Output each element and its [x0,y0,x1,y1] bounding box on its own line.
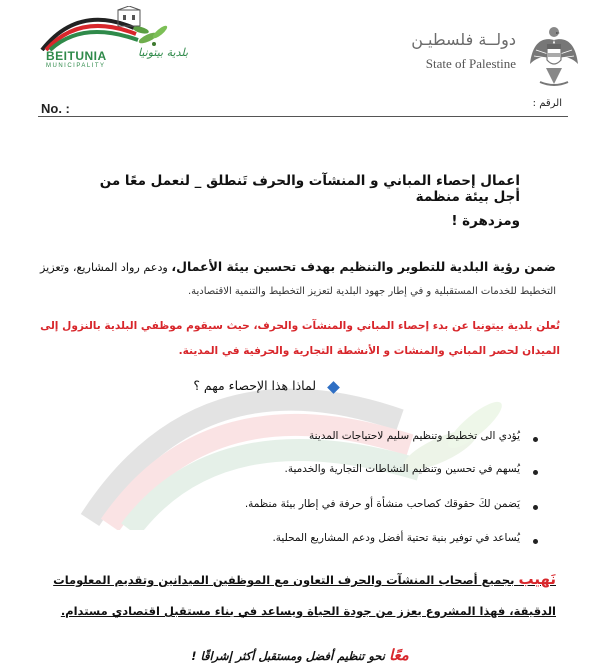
list-item-text: يُساعد في توفير بنية تحتية أفضل ودعم المشاريع المحلية. [272,532,520,544]
appeal-line-1-rest: بجميع أصحاب المنشآت والحرف التعاون مع الموظفين الميدانين وتقديم المعلومات [53,573,519,587]
municipality-sub: MUNICIPALITY [46,63,106,69]
vision-paragraph-line-2: التخطيط للخدمات المستقبلية و في إطار جهود البلدية لتعزيز التخطيط والتنمية الاقتصادية. [187,286,556,297]
state-of-palestine-block [342,20,582,90]
reference-number-label-en: No. : [41,101,70,116]
appeal-line-2: الدقيقة، فهذا المشروع يعزز من جودة الحياة ويساعد في بناء مستقبل اقتصادي مستدام. [60,604,556,618]
vision-bold-part: ضمن رؤية البلدية للتطوير والتنظيم بهدف تحسين بيئة الأعمال، [171,259,556,274]
list-item [40,532,560,550]
list-item-text: يُسهم في تحسين وتنظيم النشاطات التجارية والخدمية. [284,463,520,475]
closing-rest: نحو تنظيم أفضل ومستقبل أكثر إشراقًا ! [191,649,389,663]
headline-line-1: اعمال إحصاء المباني و المنشآت والحرف تَنطلق _ لنعمل معًا من أجل بيئة منظمة [99,173,520,205]
header-divider [38,116,568,117]
state-arabic: دولــة فلسطيـن [411,30,516,49]
palestine-eagle-emblem-icon [526,20,582,90]
beitunia-emblem-icon [38,6,198,51]
vision-line-1-rest: ودعم رواد المشاريع، وتعزيز [39,261,172,274]
municipality-name: BEITUNIA [46,49,107,63]
list-item [40,463,560,481]
vision-paragraph-line-1 [36,259,556,274]
announcement-line-2: الميدان لحصر المباني والمنشات و الأنشطة التجارية والحرفية في المدينة. [178,345,560,357]
reference-number-label-ar: الرقم : [532,98,562,109]
announcement-line-1: تُعلن بلدية بيتونيا عن بدء إحصاء المباني والمنشآت والحرف، حيث سيقوم موظفي البلدية بالنزول إلى [40,320,560,332]
why-heading-text: لماذا هذا الإحصاء مهم ؟ [193,378,316,393]
list-item-text: يَضمن لكَ حقوقك كصاحب منشأة أو حرفة في إطار بيئة منظمة. [244,498,520,510]
state-english: State of Palestine [425,56,516,71]
list-item-text: يُؤدي الى تخطيط وتنظيم سليم لاحتياجات المدينة [309,430,520,442]
bullet-dot-icon [533,437,538,442]
why-heading [40,378,560,398]
appeal-red-word: نَهيب [518,570,556,588]
letterhead [0,0,600,100]
bullet-dot-icon [533,470,538,475]
bullet-dot-icon [533,539,538,544]
appeal-line-1 [36,570,556,588]
municipality-arabic-logotype: بلدية بيتونيا [138,46,189,59]
diamond-bullet-icon [327,381,340,394]
beitunia-logo [38,6,198,76]
bullet-dot-icon [533,505,538,510]
headline-line-2: ومزدهرة ! [451,213,520,229]
closing-red-word: معًا [388,646,409,664]
list-item [40,430,560,448]
list-item [40,498,560,516]
closing-slogan [40,645,560,664]
